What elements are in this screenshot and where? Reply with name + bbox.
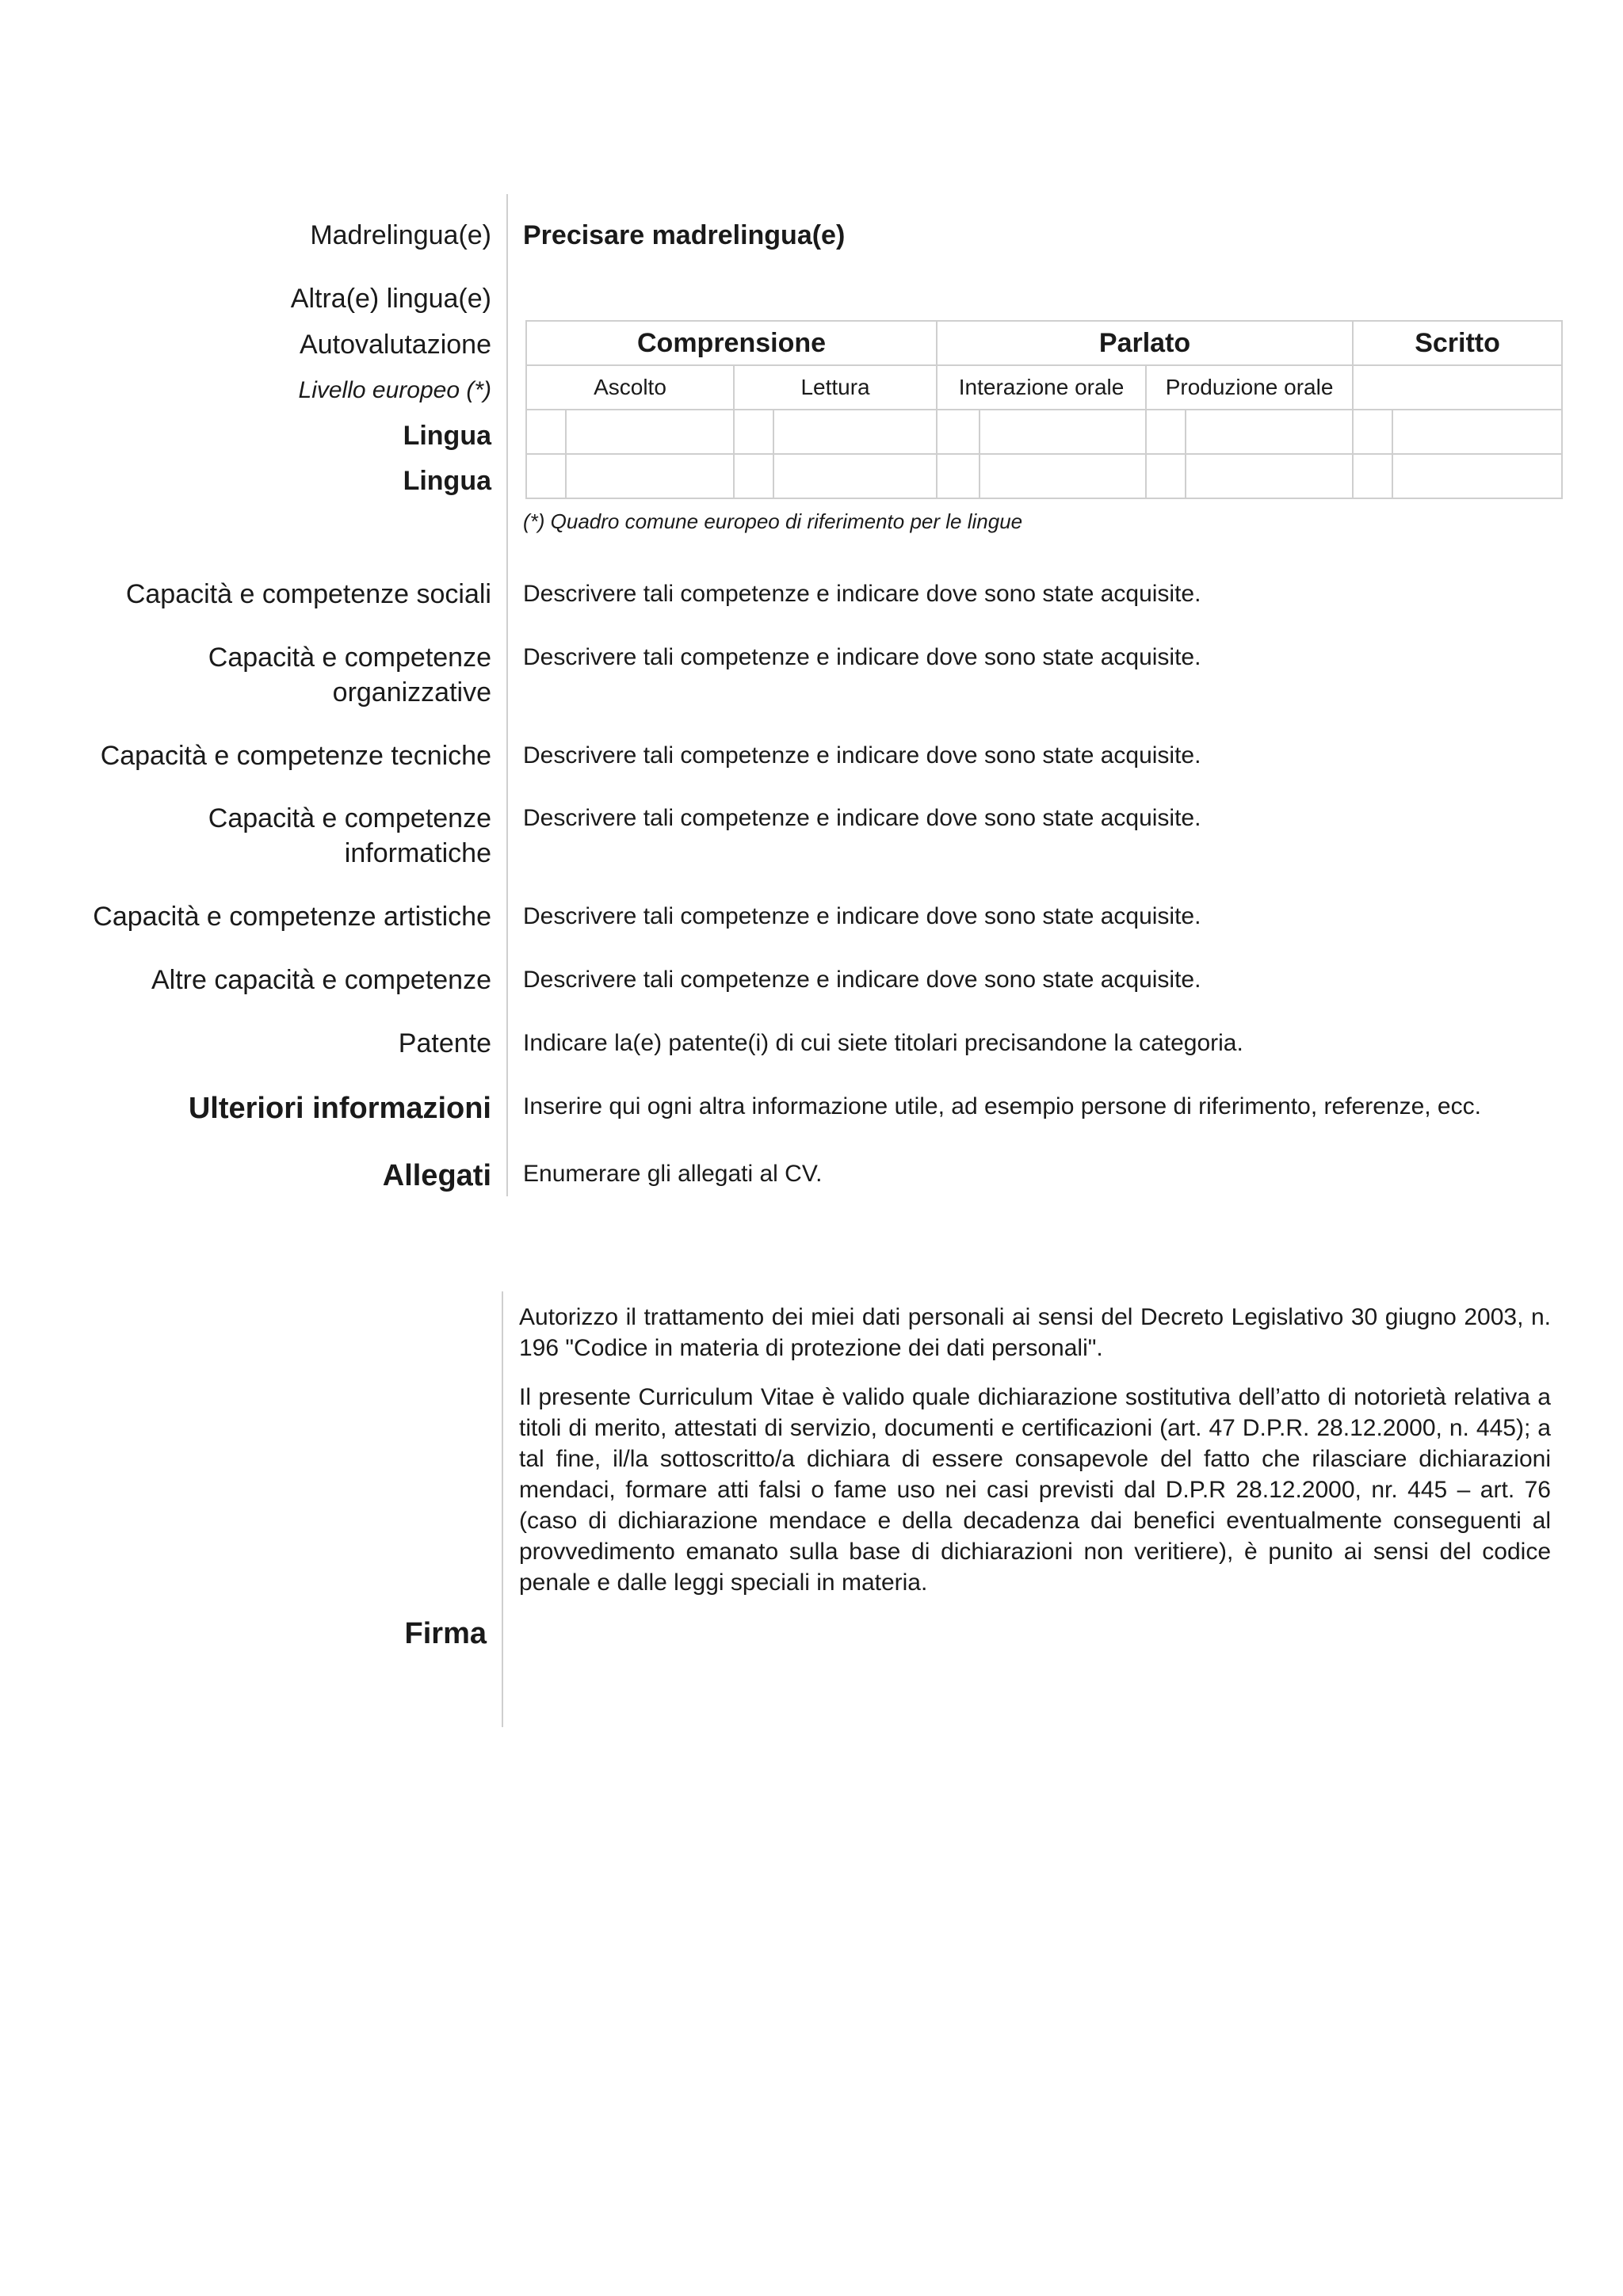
other-languages-label: Altra(e) lingua(e) <box>290 284 491 314</box>
mother-tongue-label: Madrelingua(e) <box>310 220 491 250</box>
computer-skills-value: Descrivere tali competenze e indicare dove sono state acquisite. <box>523 805 1201 831</box>
technical-skills-label: Capacità e competenze tecniche <box>100 741 491 771</box>
further-info-value: Inserire qui ogni altra informazione utile, ad esempio persone di riferimento, referenze, ecc. <box>523 1093 1481 1119</box>
table-cell <box>734 454 773 498</box>
table-row <box>526 454 1562 498</box>
table-cell <box>937 454 980 498</box>
subheader-interazione-orale: Interazione orale <box>937 365 1146 410</box>
further-info-label: Ulteriori informazioni <box>188 1092 491 1125</box>
table-cell <box>526 454 566 498</box>
table-cell <box>773 410 937 454</box>
language-row-label-2: Lingua <box>403 466 491 496</box>
language-assessment-table <box>525 320 1563 499</box>
organizational-skills-label-line2: organizzative <box>332 677 491 707</box>
section-divider-top <box>506 194 508 1196</box>
attachments-value: Enumerare gli allegati al CV. <box>523 1161 823 1187</box>
subheader-lettura: Lettura <box>734 365 937 410</box>
table-cell <box>526 410 566 454</box>
european-level-label: Livello europeo (*) <box>298 377 491 403</box>
signature-label: Firma <box>404 1617 487 1650</box>
organizational-skills-label-line1: Capacità e competenze <box>208 643 491 673</box>
artistic-skills-label: Capacità e competenze artistiche <box>93 902 491 932</box>
table-cell <box>1186 410 1353 454</box>
artistic-skills-value: Descrivere tali competenze e indicare dove sono state acquisite. <box>523 903 1201 929</box>
table-cell <box>1353 454 1392 498</box>
self-declaration-paragraph: Il presente Curriculum Vitae è valido quale dichiarazione sostitutiva dell’atto di notorietà relativa a titoli di merito, attestati di servizio, documenti e certificazioni (art. 47 D.P.R. 28.12.2000, n. 445); a tal fine, il/la sottoscritto/a dichiara di essere consapevole del fatto che rilasciare dichiarazioni mendaci, formare atti falsi o fame uso nei casi previsti dal D.P.R 28.12.2000, nr. 445 – art. 76 (caso di dichiarazione mendace e della decadenza dai benefici eventualmente conseguenti al provvedimento emanato sulla base di dichiarazioni non veritiere), è punito ai sensi del codice penale e dalle leggi speciali in materia. <box>519 1384 1551 1596</box>
table-cell <box>734 410 773 454</box>
header-comprensione: Comprensione <box>526 321 937 365</box>
organizational-skills-value: Descrivere tali competenze e indicare dove sono state acquisite. <box>523 644 1201 670</box>
social-skills-value: Descrivere tali competenze e indicare dove sono state acquisite. <box>523 581 1201 607</box>
table-cell <box>1146 410 1186 454</box>
table-cell <box>1353 410 1392 454</box>
table-cell <box>980 454 1146 498</box>
subheader-ascolto: Ascolto <box>526 365 734 410</box>
header-scritto: Scritto <box>1353 321 1562 365</box>
computer-skills-label-line2: informatiche <box>344 838 491 868</box>
license-value: Indicare la(e) patente(i) di cui siete titolari precisandone la categoria. <box>523 1030 1243 1056</box>
table-row <box>526 410 1562 454</box>
table-cell <box>1146 454 1186 498</box>
table-cell <box>566 410 734 454</box>
table-cell <box>937 410 980 454</box>
subheader-scritto-empty <box>1353 365 1562 410</box>
table-cell <box>566 454 734 498</box>
table-cell <box>773 454 937 498</box>
other-skills-label: Altre capacità e competenze <box>151 965 491 995</box>
self-assessment-label: Autovalutazione <box>300 330 491 360</box>
computer-skills-label-line1: Capacità e competenze <box>208 803 491 833</box>
attachments-label: Allegati <box>382 1159 491 1192</box>
technical-skills-value: Descrivere tali competenze e indicare dove sono state acquisite. <box>523 742 1201 769</box>
section-divider-bottom <box>502 1291 503 1727</box>
privacy-consent-paragraph: Autorizzo il trattamento dei miei dati personali ai sensi del Decreto Legislativo 30 giugno 2003, n. 196 "Codice in materia di protezione dei dati personali". <box>519 1304 1551 1361</box>
social-skills-label: Capacità e competenze sociali <box>125 579 491 609</box>
cefr-footnote: (*) Quadro comune europeo di riferimento per le lingue <box>523 509 1023 533</box>
header-parlato: Parlato <box>937 321 1353 365</box>
mother-tongue-value: Precisare madrelingua(e) <box>523 220 846 250</box>
language-row-label-1: Lingua <box>403 421 491 451</box>
table-cell <box>1186 454 1353 498</box>
other-skills-value: Descrivere tali competenze e indicare dove sono state acquisite. <box>523 967 1201 993</box>
subheader-produzione-orale: Produzione orale <box>1146 365 1353 410</box>
table-cell <box>1392 410 1562 454</box>
table-cell <box>980 410 1146 454</box>
table-cell <box>1392 454 1562 498</box>
license-label: Patente <box>398 1028 491 1058</box>
